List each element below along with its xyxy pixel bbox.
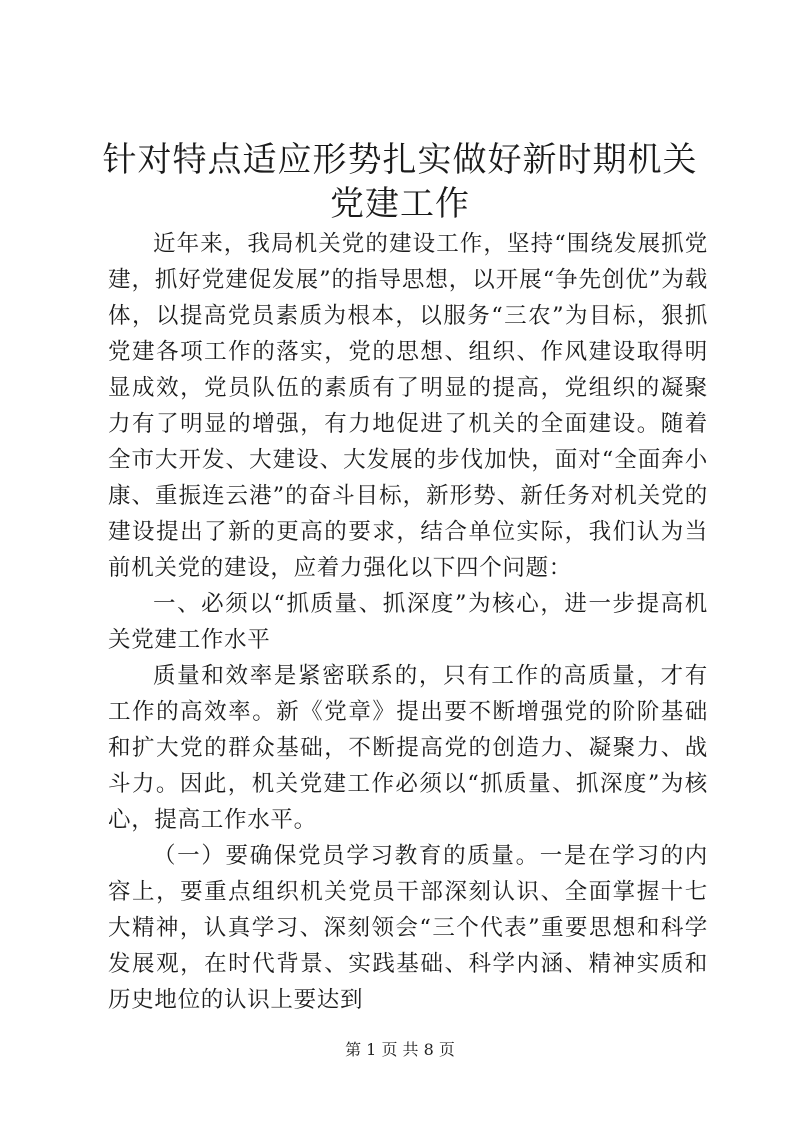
document-title: 针对特点适应形势扎实做好新时期机关党建工作: [102, 140, 698, 224]
paragraph-intro: 近年来，我局机关党的建设工作，坚持“围绕发展抓党建，抓好党建促发展”的指导思想，以开展“争先创优”为载体，以提高党员素质为根本，以服务“三农”为目标，狠抓党建各项工作的落实，党的思想、组织、作风建设取得明显成效，党员队伍的素质有了明显的提高，党组织的凝聚力有了明显的增强，有力地促进了机关的全面建设。随着全市大开发、大建设、大发展的步伐加快，面对“全面奔小康、重振连云港”的奋斗目标，新形势、新任务对机关党的建设提出了新的更高的要求，结合单位实际，我们认为当前机关党的建设，应着力强化以下四个问题：: [108, 231, 708, 581]
section-heading-1: 一、必须以“抓质量、抓深度”为核心，进一步提高机关党建工作水平: [108, 591, 708, 653]
page-footer: 第 1 页 共 8 页: [345, 1040, 455, 1059]
paragraph-quality: 质量和效率是紧密联系的，只有工作的高质量，才有工作的高效率。新《党章》提出要不断增强党的阶阶基础和扩大党的群众基础，不断提高党的创造力、凝聚力、战斗力。因此，机关党建工作必须以“抓质量、抓深度”为核心，提高工作水平。: [108, 663, 708, 833]
document-body: [108, 226, 708, 1018]
paragraph-study-quality: （一）要确保党员学习教育的质量。一是在学习的内容上，要重点组织机关党员干部深刻认识、全面掌握十七大精神，认真学习、深刻领会“三个代表”重要思想和科学发展观，在时代背景、实践基础、科学内涵、精神实质和历史地位的认识上要达到: [108, 843, 708, 1013]
